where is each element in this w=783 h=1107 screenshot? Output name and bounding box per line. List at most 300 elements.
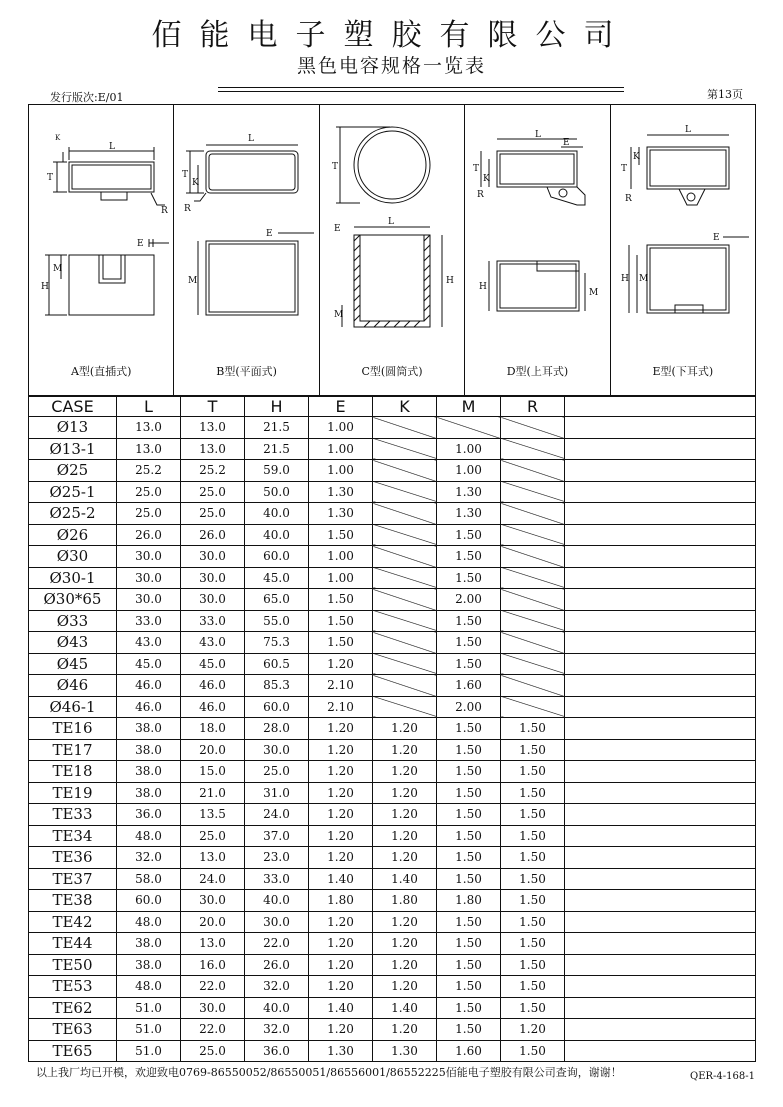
col-header-e: E: [309, 397, 373, 417]
table-cell: 38.0: [117, 761, 181, 783]
table-cell: 1.20: [373, 976, 437, 998]
dim-m-label: M: [638, 274, 648, 284]
col-header-t: T: [181, 397, 245, 417]
table-cell: 2.00: [437, 696, 501, 718]
table-row: [29, 653, 756, 675]
table-cell: 2.10: [309, 696, 373, 718]
table-cell: [501, 632, 565, 654]
table-cell: 25.0: [181, 503, 245, 525]
table-cell: 40.0: [245, 997, 309, 1019]
table-cell-blank: [565, 804, 756, 826]
table-cell: 30.0: [181, 567, 245, 589]
table-row: [29, 761, 756, 783]
dim-h-label: H: [479, 282, 488, 292]
table-cell-blank: [565, 718, 756, 740]
diagram-type-a: [29, 105, 174, 395]
table-cell: 30.0: [181, 997, 245, 1019]
table-cell: 25.0: [117, 481, 181, 503]
table-cell: TE37: [29, 868, 117, 890]
table-cell: Ø46: [29, 675, 117, 697]
table-cell: 1.00: [309, 460, 373, 482]
table-cell: 22.0: [181, 976, 245, 998]
table-row: [29, 1019, 756, 1041]
table-cell: 40.0: [245, 524, 309, 546]
table-cell: 1.20: [309, 976, 373, 998]
table-cell: 1.50: [309, 524, 373, 546]
table-cell: 43.0: [181, 632, 245, 654]
table-cell: 1.80: [309, 890, 373, 912]
table-cell: 2.00: [437, 589, 501, 611]
table-cell: 1.20: [501, 1019, 565, 1041]
table-cell: [373, 438, 437, 460]
table-row: [29, 460, 756, 482]
table-row: [29, 997, 756, 1019]
table-cell: 1.20: [373, 933, 437, 955]
table-cell: 1.50: [501, 718, 565, 740]
table-row: [29, 782, 756, 804]
table-cell: [501, 481, 565, 503]
document-subtitle: 黑色电容规格一览表: [296, 55, 486, 77]
table-cell: 21.5: [245, 438, 309, 460]
table-cell: 65.0: [245, 589, 309, 611]
table-row: [29, 976, 756, 998]
table-cell: 13.0: [181, 438, 245, 460]
col-header-blank: [565, 397, 756, 417]
table-cell: 1.00: [437, 438, 501, 460]
table-cell: 24.0: [245, 804, 309, 826]
table-cell: Ø13-1: [29, 438, 117, 460]
table-cell-blank: [565, 739, 756, 761]
table-cell: TE17: [29, 739, 117, 761]
table-cell: 16.0: [181, 954, 245, 976]
table-cell: Ø25-2: [29, 503, 117, 525]
table-cell: Ø25-1: [29, 481, 117, 503]
table-cell: 1.50: [437, 976, 501, 998]
table-cell: [501, 696, 565, 718]
dim-r-label: R: [477, 190, 484, 200]
table-cell: 1.20: [373, 1019, 437, 1041]
dim-m-label: M: [589, 288, 599, 298]
table-cell-blank: [565, 460, 756, 482]
table-row: [29, 524, 756, 546]
table-cell-blank: [565, 954, 756, 976]
table-cell-blank: [565, 675, 756, 697]
table-cell: 1.00: [309, 567, 373, 589]
table-cell: 1.50: [501, 825, 565, 847]
table-cell-blank: [565, 911, 756, 933]
table-cell: 36.0: [245, 1040, 309, 1062]
table-cell: [501, 417, 565, 439]
caption-type-c: C型(圆筒式): [361, 365, 423, 378]
table-cell: 1.50: [437, 567, 501, 589]
table-cell: Ø30-1: [29, 567, 117, 589]
dim-t-label: T: [620, 164, 627, 174]
table-cell: 21.5: [245, 417, 309, 439]
table-cell: [373, 696, 437, 718]
table-cell: 1.00: [437, 460, 501, 482]
table-cell: 46.0: [181, 696, 245, 718]
table-cell: 75.3: [245, 632, 309, 654]
table-cell: 1.50: [309, 589, 373, 611]
table-cell: 1.30: [437, 481, 501, 503]
table-cell: 30.0: [181, 546, 245, 568]
table-cell: 15.0: [181, 761, 245, 783]
table-cell-blank: [565, 782, 756, 804]
table-cell: 1.20: [373, 718, 437, 740]
table-cell: 32.0: [117, 847, 181, 869]
table-cell: 13.0: [117, 438, 181, 460]
table-cell: Ø45: [29, 653, 117, 675]
table-cell: 32.0: [245, 976, 309, 998]
form-code: QER-4-168-1: [690, 1071, 755, 1082]
table-cell: 1.50: [437, 954, 501, 976]
table-cell: 1.50: [437, 761, 501, 783]
table-cell: 45.0: [181, 653, 245, 675]
table-cell: TE65: [29, 1040, 117, 1062]
table-row: [29, 890, 756, 912]
table-cell: TE50: [29, 954, 117, 976]
table-cell: [501, 589, 565, 611]
table-cell: Ø30*65: [29, 589, 117, 611]
table-cell: 25.0: [181, 825, 245, 847]
table-cell: 51.0: [117, 997, 181, 1019]
table-cell: 1.20: [373, 911, 437, 933]
table-cell: 25.0: [245, 761, 309, 783]
table-cell: 13.5: [181, 804, 245, 826]
table-cell: [437, 417, 501, 439]
table-cell: 18.0: [181, 718, 245, 740]
table-cell: 13.0: [181, 933, 245, 955]
table-cell: 60.0: [245, 546, 309, 568]
table-cell: 1.50: [437, 1019, 501, 1041]
table-cell: 24.0: [181, 868, 245, 890]
table-cell: 1.20: [309, 911, 373, 933]
table-row: [29, 718, 756, 740]
table-cell: 1.20: [373, 782, 437, 804]
table-cell: 25.0: [181, 481, 245, 503]
table-cell: TE18: [29, 761, 117, 783]
table-cell: 1.50: [437, 653, 501, 675]
table-cell-blank: [565, 438, 756, 460]
table-row: [29, 868, 756, 890]
table-cell: [373, 460, 437, 482]
table-cell: 1.80: [373, 890, 437, 912]
table-cell: 1.50: [501, 911, 565, 933]
table-cell: 45.0: [117, 653, 181, 675]
table-row: [29, 546, 756, 568]
table-cell-blank: [565, 524, 756, 546]
table-cell: 1.40: [373, 997, 437, 1019]
table-cell-blank: [565, 589, 756, 611]
table-cell: 1.50: [437, 825, 501, 847]
table-cell: 1.50: [501, 761, 565, 783]
table-cell: 60.0: [245, 696, 309, 718]
col-header-r: R: [501, 397, 565, 417]
table-cell: 2.10: [309, 675, 373, 697]
page-number: 第13页: [707, 88, 743, 101]
version-label: 发行版次:E/01: [50, 91, 124, 104]
table-row: [29, 481, 756, 503]
table-cell: 21.0: [181, 782, 245, 804]
table-cell: 31.0: [245, 782, 309, 804]
table-cell: 51.0: [117, 1040, 181, 1062]
table-cell: 32.0: [245, 1019, 309, 1041]
table-cell: 37.0: [245, 825, 309, 847]
dim-m-label: M: [333, 310, 344, 320]
col-header-case: CASE: [29, 397, 117, 417]
table-cell: TE16: [29, 718, 117, 740]
table-cell: 26.0: [117, 524, 181, 546]
table-cell: 1.40: [309, 997, 373, 1019]
table-cell: 1.40: [309, 868, 373, 890]
table-row: [29, 417, 756, 439]
dim-t-label: T: [473, 164, 480, 174]
table-cell: 30.0: [245, 739, 309, 761]
table-cell: [373, 503, 437, 525]
table-cell: 30.0: [181, 890, 245, 912]
table-cell: TE63: [29, 1019, 117, 1041]
table-cell: 26.0: [245, 954, 309, 976]
table-cell: 36.0: [117, 804, 181, 826]
table-cell: TE62: [29, 997, 117, 1019]
table-cell: 20.0: [181, 739, 245, 761]
table-cell: 48.0: [117, 976, 181, 998]
table-cell: 25.0: [181, 1040, 245, 1062]
table-cell: 1.50: [437, 933, 501, 955]
table-cell: TE19: [29, 782, 117, 804]
table-cell: 55.0: [245, 610, 309, 632]
dim-l-label: L: [684, 125, 691, 135]
dim-k-label: K: [483, 174, 490, 184]
title-double-rule: [218, 87, 624, 92]
table-cell: 1.50: [309, 610, 373, 632]
table-cell-blank: [565, 546, 756, 568]
dim-k-label: K: [632, 152, 640, 162]
table-cell-blank: [565, 868, 756, 890]
table-cell: 1.20: [309, 739, 373, 761]
table-cell: 1.50: [437, 524, 501, 546]
table-cell: 30.0: [117, 546, 181, 568]
table-cell: [373, 567, 437, 589]
table-cell: TE36: [29, 847, 117, 869]
table-cell: 33.0: [181, 610, 245, 632]
table-cell-blank: [565, 997, 756, 1019]
dim-l-label: L: [535, 130, 542, 140]
dim-e-label: E: [333, 224, 341, 234]
table-cell: 1.50: [437, 546, 501, 568]
table-cell: [373, 653, 437, 675]
table-cell: 1.30: [373, 1040, 437, 1062]
table-cell: 1.50: [501, 804, 565, 826]
table-cell: 1.20: [373, 847, 437, 869]
table-cell: 1.00: [309, 546, 373, 568]
table-cell: Ø43: [29, 632, 117, 654]
table-cell: 1.50: [437, 847, 501, 869]
table-row: [29, 954, 756, 976]
table-cell: 1.20: [309, 782, 373, 804]
table-cell: 1.20: [309, 1019, 373, 1041]
caption-type-e: E型(下耳式): [652, 365, 714, 378]
caption-type-d: D型(上耳式): [506, 365, 569, 378]
table-cell: [373, 417, 437, 439]
table-row: [29, 847, 756, 869]
table-row: [29, 438, 756, 460]
table-cell: 30.0: [245, 911, 309, 933]
table-cell: [501, 438, 565, 460]
table-cell: [501, 567, 565, 589]
table-cell: 43.0: [117, 632, 181, 654]
table-cell: TE38: [29, 890, 117, 912]
table-cell-blank: [565, 761, 756, 783]
table-cell: 1.50: [501, 954, 565, 976]
table-cell-blank: [565, 503, 756, 525]
table-cell: 85.3: [245, 675, 309, 697]
table-row: [29, 825, 756, 847]
col-header-h: H: [245, 397, 309, 417]
table-cell-blank: [565, 610, 756, 632]
table-cell: 1.30: [437, 503, 501, 525]
table-row: [29, 933, 756, 955]
table-cell: 60.5: [245, 653, 309, 675]
table-cell: 1.20: [309, 825, 373, 847]
dim-l-label: L: [248, 134, 255, 144]
dim-e-label: E: [137, 239, 144, 249]
table-cell: 60.0: [117, 890, 181, 912]
table-cell: 1.30: [309, 503, 373, 525]
table-cell-blank: [565, 567, 756, 589]
table-row: [29, 911, 756, 933]
dim-k-label: K: [55, 134, 61, 142]
table-cell: 58.0: [117, 868, 181, 890]
table-cell: 1.20: [309, 933, 373, 955]
table-header-row: [29, 397, 756, 417]
table-cell: 46.0: [181, 675, 245, 697]
table-cell-blank: [565, 653, 756, 675]
table-cell: 48.0: [117, 911, 181, 933]
table-cell: 13.0: [117, 417, 181, 439]
col-header-m: M: [437, 397, 501, 417]
table-cell: 22.0: [181, 1019, 245, 1041]
table-cell-blank: [565, 976, 756, 998]
table-cell: [501, 524, 565, 546]
table-cell: 1.20: [373, 761, 437, 783]
table-cell: 46.0: [117, 696, 181, 718]
table-cell: TE34: [29, 825, 117, 847]
table-cell: 38.0: [117, 718, 181, 740]
diagram-type-c: [320, 105, 465, 395]
table-cell: 13.0: [181, 417, 245, 439]
table-cell: 40.0: [245, 890, 309, 912]
table-row: [29, 503, 756, 525]
spec-table: [28, 396, 756, 1062]
table-cell: 1.20: [309, 954, 373, 976]
col-header-l: L: [117, 397, 181, 417]
table-cell: TE42: [29, 911, 117, 933]
table-cell: 1.50: [437, 868, 501, 890]
dim-l-label: L: [387, 217, 394, 227]
table-cell: [373, 524, 437, 546]
table-cell-blank: [565, 933, 756, 955]
table-cell: [501, 675, 565, 697]
company-name: 佰能电子塑胶有限公司: [151, 18, 632, 53]
caption-type-a: A型(直插式): [70, 365, 132, 378]
table-cell: 30.0: [117, 567, 181, 589]
dim-m-label: M: [53, 264, 63, 274]
table-cell: 1.00: [309, 438, 373, 460]
table-cell: 1.50: [501, 847, 565, 869]
table-cell: 1.50: [437, 632, 501, 654]
dim-h-label: H: [620, 274, 629, 284]
dim-h-label: H: [445, 276, 454, 286]
table-cell: 1.30: [309, 481, 373, 503]
table-cell: 1.50: [437, 911, 501, 933]
dim-e-label: E: [712, 233, 720, 243]
table-cell: 1.20: [309, 804, 373, 826]
table-cell: 1.20: [309, 653, 373, 675]
table-cell: 22.0: [245, 933, 309, 955]
table-cell: 25.2: [181, 460, 245, 482]
table-cell-blank: [565, 1019, 756, 1041]
table-row: [29, 739, 756, 761]
table-cell: 25.2: [117, 460, 181, 482]
table-cell: [373, 546, 437, 568]
table-cell: 1.50: [437, 804, 501, 826]
table-cell: 50.0: [245, 481, 309, 503]
table-cell: 38.0: [117, 739, 181, 761]
table-cell: TE53: [29, 976, 117, 998]
table-row: [29, 1040, 756, 1062]
caption-type-b: B型(平面式): [216, 365, 277, 378]
col-header-k: K: [373, 397, 437, 417]
table-cell: 1.50: [501, 933, 565, 955]
table-cell: 1.60: [437, 1040, 501, 1062]
table-cell: 1.50: [501, 739, 565, 761]
table-cell: 1.20: [373, 739, 437, 761]
table-cell: 1.20: [309, 761, 373, 783]
table-row: [29, 804, 756, 826]
table-cell: 1.50: [501, 1040, 565, 1062]
table-cell: 1.20: [373, 825, 437, 847]
table-cell: 33.0: [117, 610, 181, 632]
table-cell-blank: [565, 481, 756, 503]
table-cell: 1.50: [437, 610, 501, 632]
table-cell: 38.0: [117, 782, 181, 804]
table-cell: 1.50: [437, 739, 501, 761]
table-cell: 1.40: [373, 868, 437, 890]
table-cell: 33.0: [245, 868, 309, 890]
table-cell: 1.20: [309, 718, 373, 740]
diagram-type-e: [611, 105, 755, 395]
table-cell: [501, 653, 565, 675]
diagram-type-d: [465, 105, 610, 395]
dim-l-label: L: [109, 142, 115, 152]
dim-t-label: T: [47, 173, 54, 183]
dim-t-label: T: [182, 170, 189, 180]
table-cell: 1.00: [309, 417, 373, 439]
table-cell-blank: [565, 847, 756, 869]
table-cell: 25.0: [117, 503, 181, 525]
diagram-type-b: [174, 105, 319, 395]
table-row: [29, 589, 756, 611]
table-cell: Ø46-1: [29, 696, 117, 718]
table-cell: Ø30: [29, 546, 117, 568]
table-cell: 51.0: [117, 1019, 181, 1041]
table-cell: Ø33: [29, 610, 117, 632]
table-cell: 1.50: [437, 997, 501, 1019]
table-cell: 23.0: [245, 847, 309, 869]
table-cell: 38.0: [117, 954, 181, 976]
table-cell-blank: [565, 890, 756, 912]
